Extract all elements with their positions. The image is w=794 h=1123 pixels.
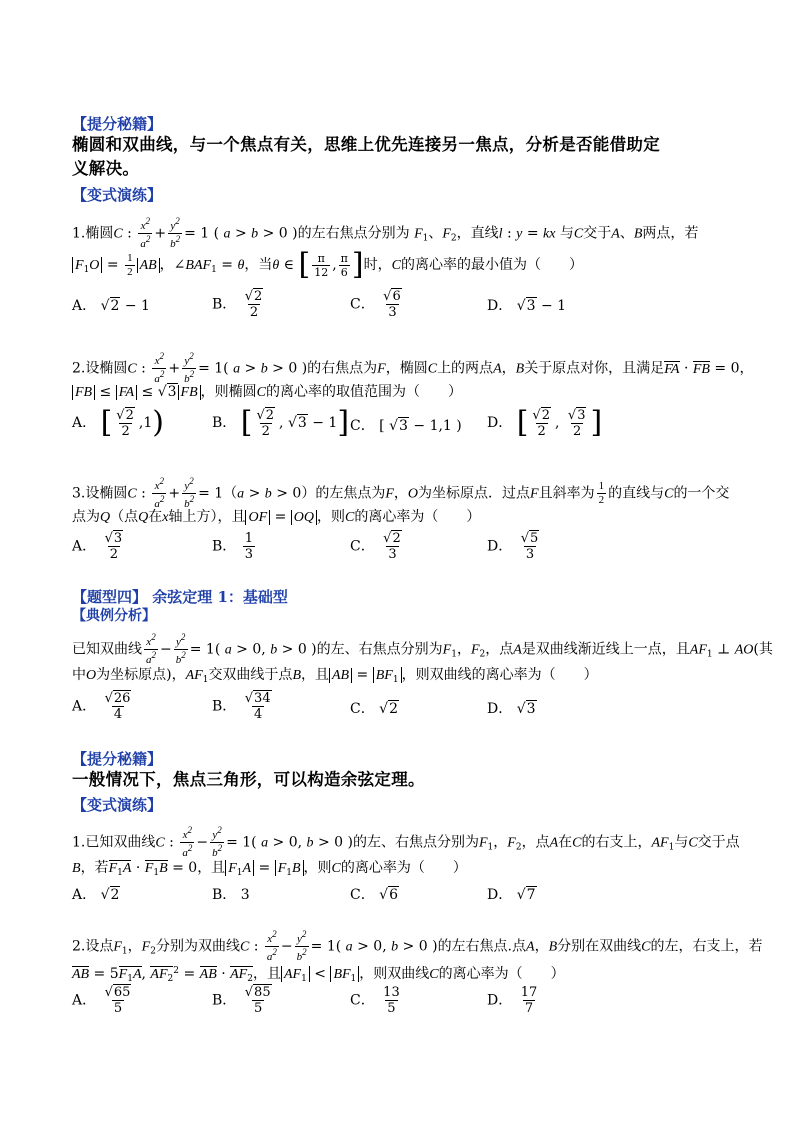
option-b[interactable]: B． [ $\frac{√2}{2}$ , √3 − 1]: [212, 405, 350, 440]
option-a[interactable]: A． $\frac{√3}{2}$: [72, 531, 123, 562]
example-line-1: 已知双曲线 $\frac{x^2}{a^2}$ − $\frac{y^2}{b^2}$ = 1( a > 0, b > 0 )的左、右焦点分别为$F_1$，$F_2$，点A是双曲线渐近线上一点，且$AF_1$ ⊥ AO(其: [72, 632, 773, 666]
option-c[interactable]: C． $\frac{13}{5}$: [350, 985, 400, 1016]
option-d[interactable]: D． √3 − 1: [487, 298, 567, 314]
practice-1-line-1: 1.已知双曲线C : $\frac{x^2}{a^2}$ − $\frac{y^2}{b^2}$ = 1( a > 0, b > 0 )的左、右焦点分别为$F_1$，$F_2$，点A在C的右支上，$AF_1$与C交于点: [72, 825, 740, 859]
tip-text-line: 椭圆和双曲线，与一个焦点有关，思维上优先连接另一焦点，分析是否能借助定: [72, 135, 660, 154]
option-a[interactable]: A． $\frac{√26}{4}$: [72, 691, 131, 722]
option-c[interactable]: C． [ √3 − 1,1 ): [350, 418, 462, 434]
question-1-line-1: 1.椭圆C : $\frac{x^2}{a^2}$ + $\frac{y^2}{b^2}$ = 1 ( a > b > 0 )的左右焦点分别为 $F_1$、$F_2$，直线l : y = kx 与C交于A、B两点，若: [72, 216, 699, 250]
practice-2-line-1: 2.设点$F_1$，$F_2$分别为双曲线C : $\frac{x^2}{a^2}$ − $\frac{y^2}{b^2}$ = 1( a > 0, b > 0 )的左右焦点.点A，B分别在双曲线C的左，右支上，若: [72, 929, 763, 963]
example-heading: 【典例分析】: [72, 608, 156, 624]
option-c[interactable]: C． √2: [350, 701, 399, 717]
option-a[interactable]: A． √2: [72, 887, 120, 903]
option-b[interactable]: B． 3: [212, 887, 250, 903]
option-a[interactable]: A． [ $\frac{√2}{2}$ ,1): [72, 405, 164, 440]
question-2-line-1: 2.设椭圆C : $\frac{x^2}{a^2}$ + $\frac{y^2}{b^2}$ = 1( a > b > 0 )的右焦点为F，椭圆C上的两点A，B关于原点对你，且满足FA · FB = 0，: [72, 351, 754, 385]
question-1-line-2: $F_1O$ = $\frac{1}{2}$ AB ，$\angle BAF_1 = \theta$，当θ ∈ [ $\frac{\pi}{12}$ , $\frac{\pi}{6}$ ]时，C的离心率的最小值为（ ）: [72, 250, 583, 280]
practice-heading: 【变式演练】: [72, 796, 163, 814]
option-d[interactable]: D． √7: [487, 887, 536, 903]
question-2-line-2: FB ≤ FA ≤ √3 FB ，则椭圆C的离心率的取值范围为（ ）: [72, 383, 462, 402]
option-d[interactable]: D． $\frac{17}{7}$: [487, 985, 538, 1016]
practice-2-line-2: AB = $5F_1A$, $AF_2^2$ = AB · $AF_2$，且 $AF_1 < BF_1$ ，则双曲线C的离心率为（ ）: [72, 966, 565, 984]
option-c[interactable]: C． $\frac{√2}{3}$: [350, 531, 401, 562]
tip-text-line: 一般情况下，焦点三角形，可以构造余弦定理。: [72, 770, 425, 789]
option-c[interactable]: C． √6: [350, 887, 399, 903]
option-a[interactable]: A． √2 − 1: [72, 298, 150, 314]
option-d[interactable]: D． [ $\frac{√2}{2}$ , $\frac{√3}{2}$ ]: [487, 405, 603, 440]
example-line-2: 中O为坐标原点)，$AF_1$交双曲线于点B，且 AB = $BF_1$ ，则双曲线的离心率为（ ）: [72, 667, 598, 685]
question-3-line-2: 点为Q（点Q在x轴上方），且 OF = OQ ，则C的离心率为（ ）: [72, 509, 481, 525]
practice-heading: 【变式演练】: [72, 186, 163, 204]
option-b[interactable]: B． $\frac{√2}{2}$: [212, 289, 263, 320]
option-b[interactable]: B． $\frac{1}{3}$: [212, 531, 254, 562]
tip-heading: 【提分秘籍】: [72, 115, 163, 133]
option-a[interactable]: A． $\frac{√65}{5}$: [72, 985, 131, 1016]
option-b[interactable]: B． $\frac{√34}{4}$: [212, 691, 271, 722]
practice-1-line-2: B，若$F_1A \cdot F_1B = 0$，且 $F_1A = F_1B$ ，则C的离心率为（ ）: [72, 860, 467, 878]
tip-heading: 【提分秘籍】: [72, 750, 163, 768]
question-3-line-1: 3.设椭圆C : $\frac{x^2}{a^2}$ + $\frac{y^2}{b^2}$ = 1（a > b > 0）的左焦点为F，O为坐标原点．过点F且斜率为 $\frac{1}{2}$ 的直线与C的一个交: [72, 476, 730, 510]
option-d[interactable]: D． $\frac{√5}{3}$: [487, 531, 539, 562]
option-d[interactable]: D． √3: [487, 701, 536, 717]
question-type-heading: 【题型四】 余弦定理 1：基础型: [72, 588, 288, 606]
tip-text-line: 义解决。: [72, 159, 140, 178]
option-c[interactable]: C． $\frac{√6}{3}$: [350, 289, 401, 320]
option-b[interactable]: B． $\frac{√85}{5}$: [212, 985, 271, 1016]
